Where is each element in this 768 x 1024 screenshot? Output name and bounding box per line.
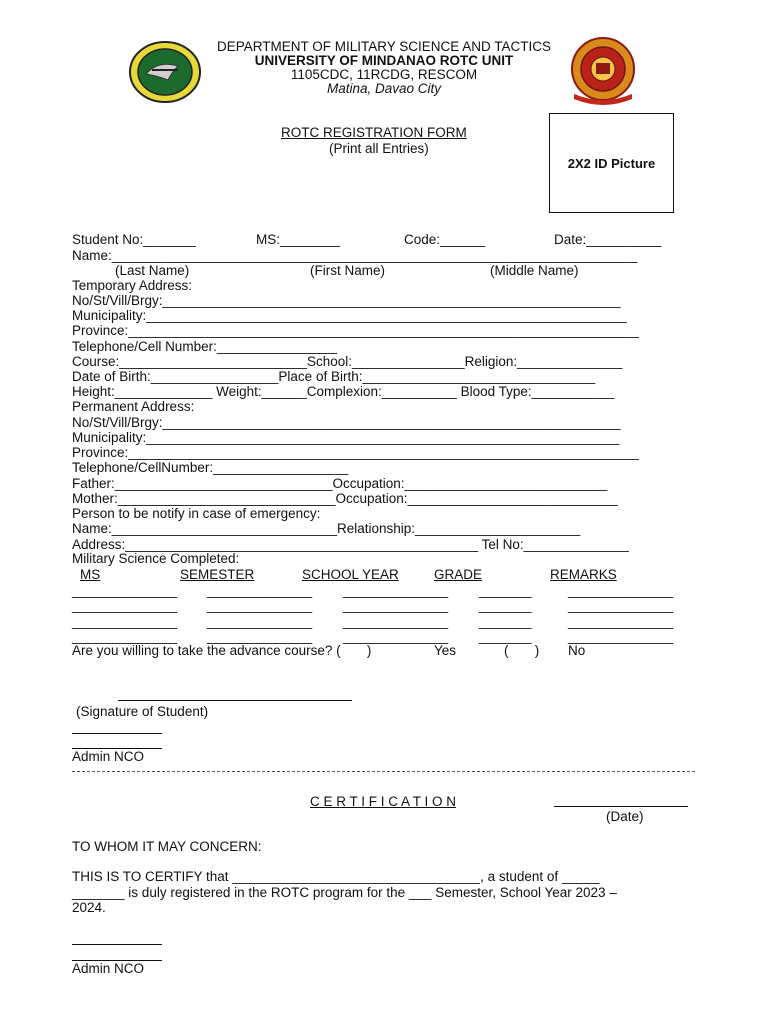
table-cell[interactable]: _______ xyxy=(479,598,532,613)
cert-admin-signature-line-1[interactable] xyxy=(72,944,162,945)
emergency-label: Person to be notify in case of emergency: xyxy=(72,506,321,521)
emergency-address-field[interactable]: Address:_______________________________________________ Tel No:______________ xyxy=(72,537,629,552)
table-cell[interactable]: ______________ xyxy=(568,583,674,598)
emergency-name-field[interactable]: Name:______________________________Relationship:______________________ xyxy=(72,521,581,536)
name-field[interactable]: Name:______________________________________________________________________ xyxy=(72,248,638,263)
table-cell[interactable]: ______________ xyxy=(72,583,178,598)
temp-telephone-field[interactable]: Telephone/Cell Number:________________ xyxy=(72,339,337,354)
table-header-remarks: REMARKS xyxy=(550,567,617,582)
location: Matina, Davao City xyxy=(326,81,442,96)
table-cell[interactable]: ______________ xyxy=(343,614,449,629)
temporary-address-label: Temporary Address: xyxy=(72,278,193,293)
table-cell[interactable]: ______________ xyxy=(343,598,449,613)
certification-line-1[interactable]: THIS IS TO CERTIFY that _________________________________, a student of _____ xyxy=(72,869,600,884)
section-divider xyxy=(72,771,695,772)
course-school-religion-field[interactable]: Course:_________________________School:_______________Religion:______________ xyxy=(72,354,623,369)
date-field[interactable]: Date:__________ xyxy=(554,232,662,247)
table-cell[interactable]: ______________ xyxy=(207,598,313,613)
form-subtitle: (Print all Entries) xyxy=(329,141,429,156)
perm-street-field[interactable]: No/St/Vill/Brgy:_____________________________________________________________ xyxy=(72,415,621,430)
table-cell[interactable]: ______________ xyxy=(568,614,674,629)
height-weight-field[interactable]: Height:_____________ Weight:______Complexion:__________ Blood Type:___________ xyxy=(72,384,615,399)
table-header-school-year: SCHOOL YEAR xyxy=(302,567,399,582)
advance-no-label: No xyxy=(568,643,586,658)
student-signature-label: (Signature of Student) xyxy=(76,704,209,719)
certification-line-2[interactable]: _______ is duly registered in the ROTC program for the ___ Semester, School Year 2023 – xyxy=(72,885,617,900)
middle-name-label: (Middle Name) xyxy=(490,263,579,278)
student-signature-line[interactable] xyxy=(118,700,352,701)
temp-municipality-field[interactable]: Municipality:________________________________________________________________ xyxy=(72,308,627,323)
father-field[interactable]: Father:_____________________________Occupation:___________________________ xyxy=(72,476,608,491)
table-cell[interactable]: ______________ xyxy=(207,629,313,644)
form-title: ROTC REGISTRATION FORM xyxy=(281,125,467,140)
advance-yes-label: Yes xyxy=(434,643,457,658)
table-cell[interactable]: ______________ xyxy=(207,583,313,598)
certification-date-line[interactable] xyxy=(554,806,688,807)
code-field[interactable]: Code:______ xyxy=(404,232,486,247)
table-cell[interactable]: _______ xyxy=(479,583,532,598)
ms-field[interactable]: MS:________ xyxy=(256,232,341,247)
table-cell[interactable]: _______ xyxy=(479,614,532,629)
id-picture-box xyxy=(549,113,674,213)
table-cell[interactable]: ______________ xyxy=(72,598,178,613)
table-cell[interactable]: ______________ xyxy=(568,629,674,644)
temp-province-field[interactable]: Province:____________________________________________________________________ xyxy=(72,323,639,338)
advance-course-question[interactable]: Are you willing to take the advance course? ( ) xyxy=(72,643,372,658)
birth-field[interactable]: Date of Birth:_________________Place of Birth:_______________________________ xyxy=(72,369,596,384)
table-cell[interactable]: ______________ xyxy=(72,614,178,629)
perm-province-field[interactable]: Province:____________________________________________________________________ xyxy=(72,445,639,460)
advance-no-checkbox[interactable]: ( ) xyxy=(504,643,540,658)
table-cell[interactable]: ______________ xyxy=(343,629,449,644)
certification-date-label: (Date) xyxy=(606,809,644,824)
unit-codes: 1105CDC, 11RCDG, RESCOM xyxy=(290,67,478,82)
table-cell[interactable]: ______________ xyxy=(72,629,178,644)
table-header-ms: MS xyxy=(80,567,101,582)
cert-admin-nco-label: Admin NCO xyxy=(72,961,145,976)
certification-salutation: TO WHOM IT MAY CONCERN: xyxy=(72,839,262,854)
admin-nco-label: Admin NCO xyxy=(72,749,145,764)
table-header-grade: GRADE xyxy=(434,567,483,582)
last-name-label: (Last Name) xyxy=(115,263,190,278)
certification-title: C E R T I F I C A T I O N xyxy=(310,794,457,809)
certification-line-3: 2024. xyxy=(72,900,106,915)
ms-completed-label: Military Science Completed: xyxy=(72,551,240,566)
mother-field[interactable]: Mother:_____________________________Occupation:____________________________ xyxy=(72,491,618,506)
table-header-semester: SEMESTER xyxy=(180,567,255,582)
student-no-field[interactable]: Student No:_______ xyxy=(72,232,196,247)
first-name-label: (First Name) xyxy=(310,263,385,278)
perm-municipality-field[interactable]: Municipality:_______________________________________________________________ xyxy=(72,430,620,445)
permanent-address-label: Permanent Address: xyxy=(72,399,195,414)
id-picture-label: 2X2 ID Picture xyxy=(567,155,656,171)
table-cell[interactable]: ______________ xyxy=(568,598,674,613)
perm-telephone-field[interactable]: Telephone/CellNumber:__________________ xyxy=(72,460,349,475)
table-cell[interactable]: ______________ xyxy=(343,583,449,598)
admin-signature-line-1[interactable] xyxy=(72,733,162,734)
table-cell[interactable]: _______ xyxy=(479,629,532,644)
temp-street-field[interactable]: No/St/Vill/Brgy:_____________________________________________________________ xyxy=(72,293,621,308)
table-cell[interactable]: ______________ xyxy=(207,614,313,629)
unit-header: UNIVERSITY OF MINDANAO ROTC UNIT xyxy=(254,53,514,68)
department-header: DEPARTMENT OF MILITARY SCIENCE AND TACTICS xyxy=(216,39,552,54)
